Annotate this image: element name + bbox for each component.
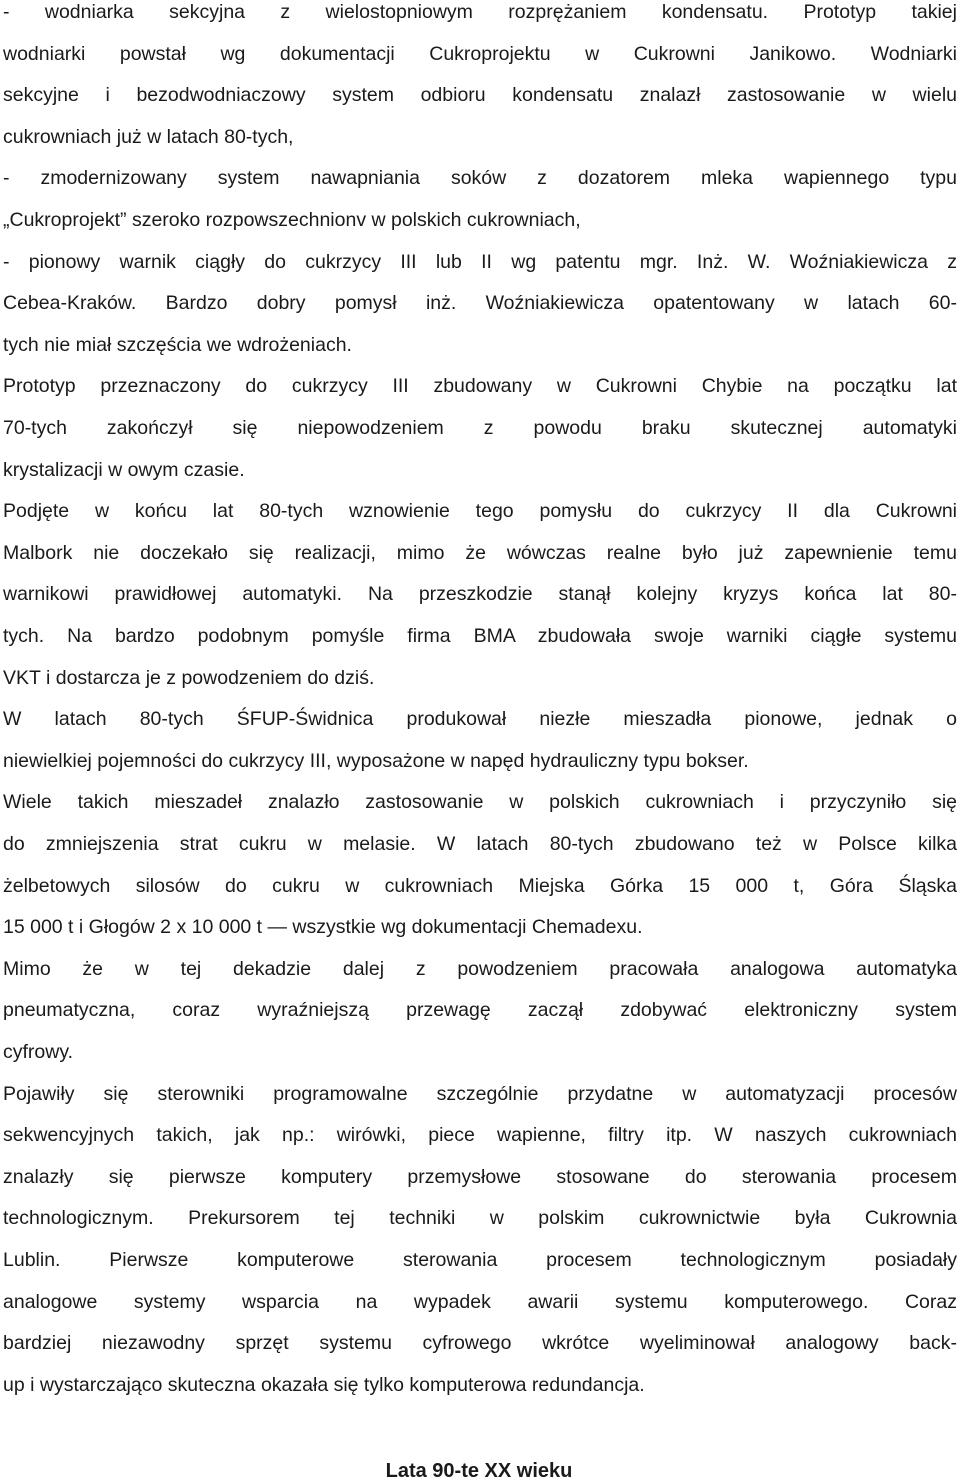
text-line: up i wystarczająco skuteczna okazała się tylko komputerowa redundancja. [3,1373,645,1396]
text-line: VKT i dostarcza je z powodzeniem do dziś. [3,666,375,689]
text-line: sekwencyjnych takich, jak np.: wirówki, piece wapienne, filtry itp. W naszych cukrowniach [3,1124,957,1147]
text-line: żelbetowych silosów do cukru w cukrowniach Miejska Górka 15 000 t, Góra Śląska [3,874,957,897]
text-line: technologicznym. Prekursorem tej techniki w polskim cukrownictwie była Cukrownia [3,1207,957,1230]
text-line: cukrowniach już w latach 80-tych, [3,125,294,148]
text-line: bardziej niezawodny sprzęt systemu cyfrowego wkrótce wyeliminował analogowy back- [3,1332,957,1355]
text-line: Cebea-Kraków. Bardzo dobry pomysł inż. Woźniakiewicza opatentowany w latach 60- [3,292,957,315]
text-line: - wodniarka sekcyjna z wielostopniowym rozprężaniem kondensatu. Prototyp takiej [3,1,957,23]
text-line: niewielkiej pojemności do cukrzycy III, wyposażone w napęd hydrauliczny typu bokser. [3,749,749,772]
text-line: W latach 80-tych ŚFUP-Świdnica produkował niezłe mieszadła pionowe, jednak o [3,708,957,731]
text-line: 15 000 t i Głogów 2 x 10 000 t — wszystkie wg dokumentacji Chemadexu. [3,916,643,939]
text-line: - zmodernizowany system nawapniania soków z dozatorem mleka wapiennego typu [3,167,957,190]
text-line: Pojawiły się sterowniki programowalne szczególnie przydatne w automatyzacji procesów [3,1082,957,1105]
text-line: krystalizacji w owym czasie. [3,458,245,481]
text-line: Mimo że w tej dekadzie dalej z powodzeniem pracowała analogowa automatyka [3,957,957,980]
text-line: 70-tych zakończył się niepowodzeniem z powodu braku skutecznej automatyki [3,417,957,439]
section-heading: Lata 90-te XX wieku [385,1460,573,1482]
text-line: pneumatyczna, coraz wyraźniejszą przewagę zaczął zdobywać elektroniczny system [3,999,957,1022]
text-line: tych nie miał szczęścia we wdrożeniach. [3,333,352,356]
text-line: Malbork nie doczekało się realizacji, mimo że wówczas realne było już zapewnienie temu [3,541,957,564]
text-line: sekcyjne i bezodwodniaczowy system odbioru kondensatu znalazł zastosowanie w wielu [3,84,957,107]
text-line: znalazły się pierwsze komputery przemysłowe stosowane do sterowania procesem [3,1165,957,1188]
text-line: do zmniejszenia strat cukru w melasie. W latach 80-tych zbudowano też w Polsce kilka [3,833,957,855]
text-line: „Cukroprojekt” szeroko rozpowszechnionv w polskich cukrowniach, [3,209,581,231]
text-line: wodniarki powstał wg dokumentacji Cukroprojektu w Cukrowni Janikowo. Wodniarki [3,42,957,65]
text-line: Prototyp przeznaczony do cukrzycy III zbudowany w Cukrowni Chybie na początku lat [3,375,957,398]
text-line: analogowe systemy wsparcia na wypadek awarii systemu komputerowego. Coraz [3,1290,957,1313]
text-line: Wiele takich mieszadeł znalazło zastosowanie w polskich cukrowniach i przyczyniło się [3,791,957,814]
text-line: - pionowy warnik ciągły do cukrzycy III lub II wg patentu mgr. Inż. W. Woźniakiewicza z [3,250,957,273]
text-line: Lublin. Pierwsze komputerowe sterowania procesem technologicznym posiadały [3,1249,957,1271]
text-line: tych. Na bardzo podobnym pomyśle firma BMA zbudowała swoje warniki ciągłe systemu [3,625,957,647]
text-line: warnikowi prawidłowej automatyki. Na przeszkodzie stanął kolejny kryzys końca lat 80- [3,583,957,606]
text-line: cyfrowy. [3,1041,74,1063]
text-line: Podjęte w końcu lat 80-tych wznowienie tego pomysłu do cukrzycy II dla Cukrowni [3,500,957,523]
